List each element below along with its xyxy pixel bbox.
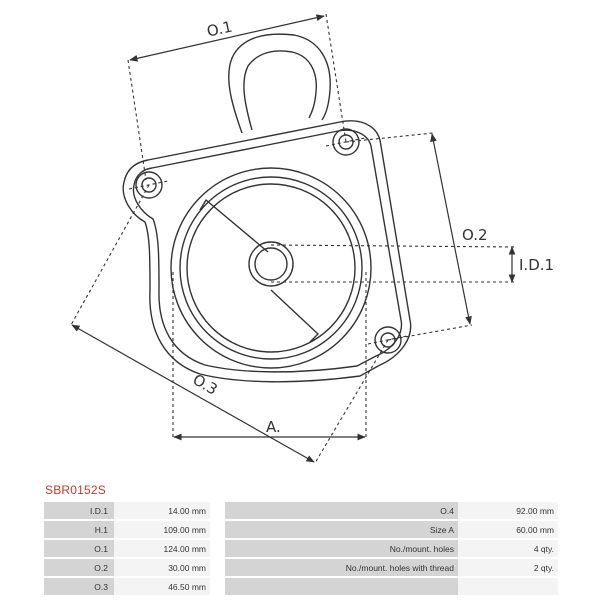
- bore-outer: [171, 168, 371, 368]
- bore-inner: [187, 184, 355, 352]
- label-o2: O.2: [462, 226, 488, 244]
- spec-row: [44, 578, 558, 595]
- spec-value: 30.00 mm: [114, 559, 210, 576]
- spec-label: O.1: [44, 540, 114, 557]
- spec-row: [44, 559, 558, 576]
- spec-gap: [210, 521, 225, 538]
- spec-label-right: No./mount. holes with thread: [225, 559, 458, 576]
- spec-row: [44, 540, 558, 557]
- part-code: SBR0152S: [45, 483, 106, 497]
- spec-value-right: 92.00 mm: [458, 502, 558, 519]
- spec-value-right: 4 qty.: [458, 540, 558, 557]
- sector-cut: [200, 200, 318, 342]
- spec-gap: [210, 559, 225, 576]
- spec-value: 109.00 mm: [114, 521, 210, 538]
- spec-value: 46.50 mm: [114, 578, 210, 595]
- spec-label: O.2: [44, 559, 114, 576]
- spec-gap: [210, 578, 225, 595]
- spec-gap: [210, 502, 225, 519]
- spec-row: [44, 521, 558, 538]
- spec-label-right: O.4: [225, 502, 458, 519]
- spec-label-right: [225, 578, 458, 595]
- spec-value-right: 2 qty.: [458, 559, 558, 576]
- handle-inner: [244, 51, 316, 130]
- spec-value-right: [458, 578, 558, 595]
- spec-value: 14.00 mm: [114, 502, 210, 519]
- label-o1: O.1: [205, 17, 234, 41]
- bore-middle: [180, 177, 362, 359]
- spec-value: 124.00 mm: [114, 540, 210, 557]
- spec-row: [44, 502, 558, 519]
- label-a: A.: [266, 418, 281, 436]
- label-o3: O.3: [189, 370, 221, 399]
- spec-label: H.1: [44, 521, 114, 538]
- label-id1: I.D.1: [519, 256, 555, 274]
- spec-label-right: No./mount. holes: [225, 540, 458, 557]
- spec-gap: [210, 540, 225, 557]
- spec-label: O.3: [44, 578, 114, 595]
- spec-label: I.D.1: [44, 502, 114, 519]
- dim-o3: [72, 325, 314, 462]
- spec-label-right: Size A: [225, 521, 458, 538]
- spec-table: [44, 500, 558, 597]
- spec-value-right: 60.00 mm: [458, 521, 558, 538]
- shaft-hole-inner: [255, 248, 287, 280]
